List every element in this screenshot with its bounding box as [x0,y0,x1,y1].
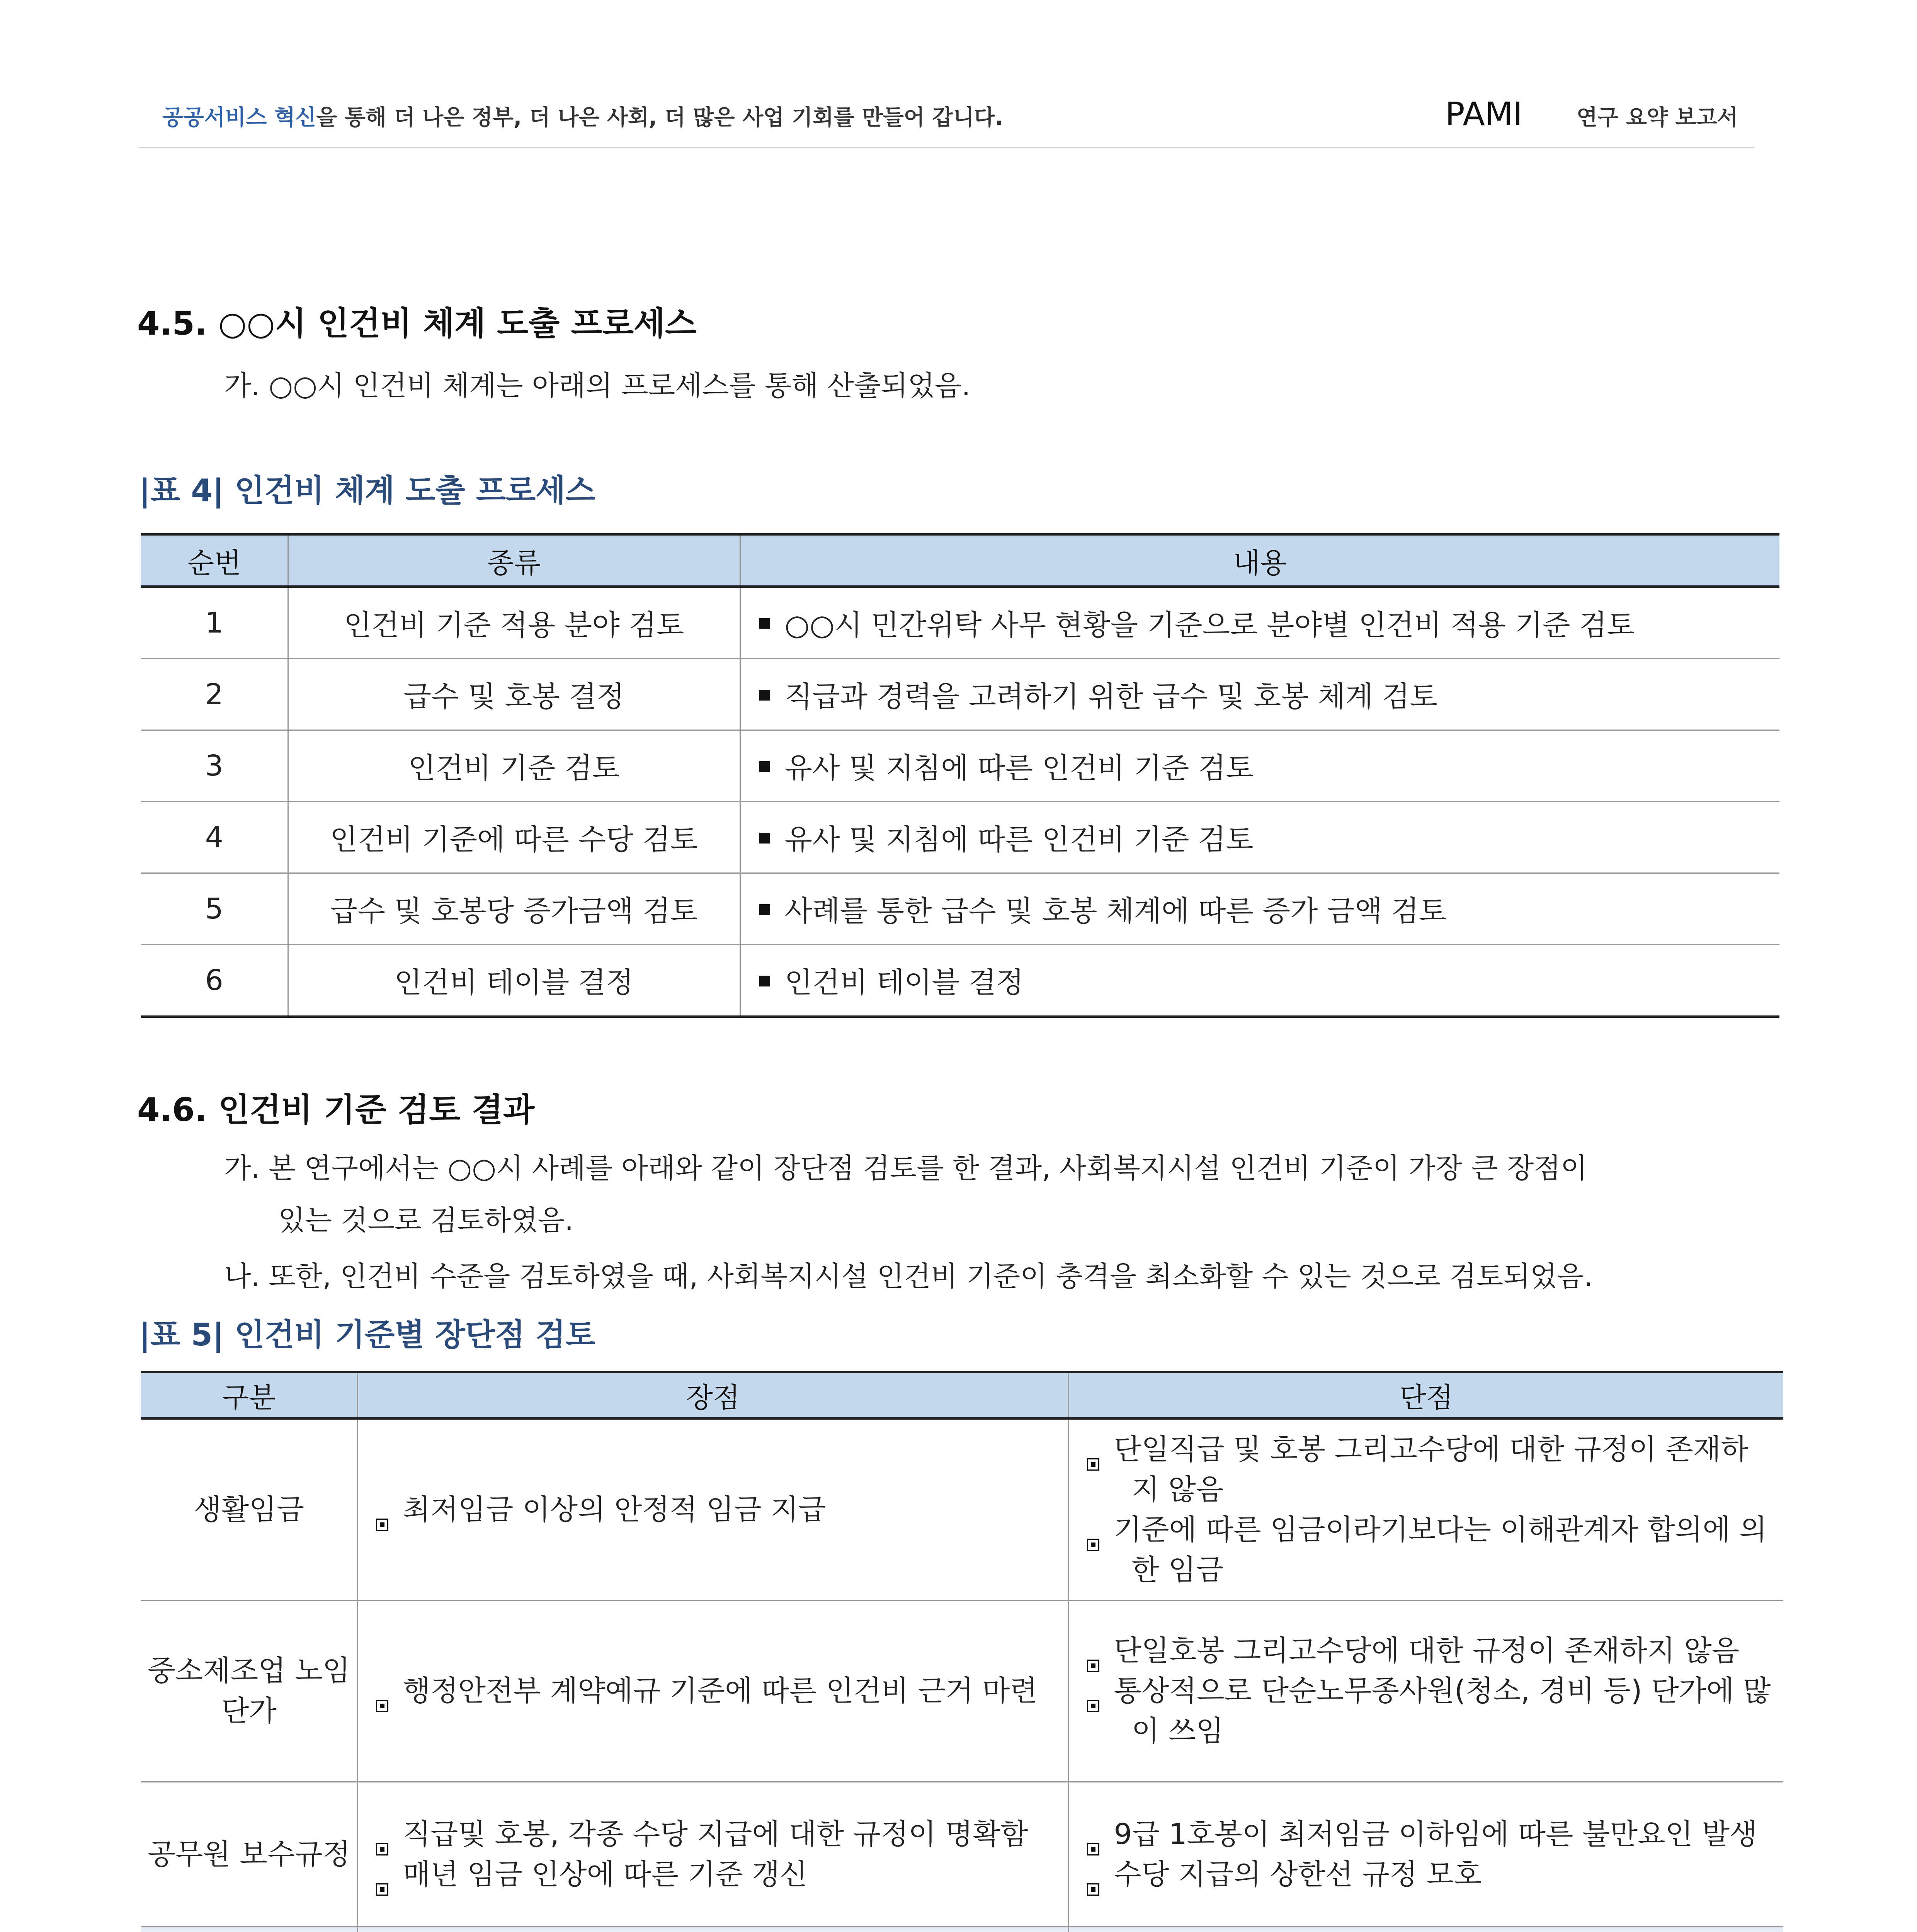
cons-item: 단일호봉 그리고수당에 대한 규정이 존재하지 않음 [1087,1631,1772,1671]
bullet-box-icon [376,1501,403,1515]
table5-cell-category [141,1927,357,1932]
cons-item: 9급 1호봉이 최저임금 이하임에 따른 불만요인 발생 [1087,1814,1772,1854]
table-row [141,730,1779,802]
bullet-square-icon [759,690,770,701]
table4-header-kind: 종류 [288,534,740,587]
table-row [141,873,1779,945]
table-row [141,802,1779,873]
table4-header-no: 순번 [141,534,288,587]
content-text: 직급과 경력을 고려하기 위한 급수 및 호봉 체계 검토 [784,680,1437,713]
bullet-box-icon [376,1826,403,1840]
section-45-title: 4.5. ○○시 인건비 체계 도출 프로세스 [137,304,697,342]
content-text: ○○시 민간위탁 사무 현황을 기준으로 분야별 인건비 적용 기준 검토 [784,609,1635,642]
table4-cell-content [740,659,1779,730]
table5-cell-pros [357,1418,1068,1600]
bullet-box-icon [376,1682,403,1696]
table4-cell-no: 6 [141,945,288,1017]
bullet-box-icon [1087,1826,1114,1840]
content-text: 사례를 통한 급수 및 호봉 체계에 따른 증가 금액 검토 [784,895,1447,928]
table4-cell-content [740,802,1779,873]
table4-cell-kind: 급수 및 호봉 결정 [288,659,740,730]
table5-cell-cons [1068,1927,1783,1932]
header-brand: PAMI [1445,95,1522,133]
table5-header-pros: 장점 [357,1372,1068,1418]
table4-cell-kind: 인건비 기준에 따른 수당 검토 [288,802,740,873]
section-46-para-ga-line1: 가. 본 연구에서는 ○○시 사례를 아래와 같이 장단점 검토를 한 결과, 사회복지시설 인건비 기준이 가장 큰 장점이 [224,1152,1588,1184]
table4-cell-no: 4 [141,802,288,873]
bullet-square-icon [759,618,770,629]
table-row [141,659,1779,730]
section-46-para-na: 나. 또한, 인건비 수준을 검토하였을 때, 사회복지시설 인건비 기준이 충격을 최소화할 수 있는 것으로 검토되었음. [224,1260,1593,1293]
table4-cell-no: 5 [141,873,288,945]
bullet-square-icon [759,833,770,844]
table4-cell-no: 2 [141,659,288,730]
table4-caption: |표 4| 인건비 체계 도출 프로세스 [139,473,595,509]
table4-header-content: 내용 [740,534,1779,587]
table4-cell-content [740,945,1779,1017]
table5-cell-category: 중소제조업 노임단가 [141,1600,357,1782]
table5-header-cons: 단점 [1068,1372,1783,1418]
cons-item: 수당 지급의 상한선 규정 모호 [1087,1854,1772,1895]
table-row [141,1600,1783,1782]
header-report-type: 연구 요약 보고서 [1577,105,1738,130]
cons-item: 통상적으로 단순노무종사원(청소, 경비 등) 단가에 많이 쓰임 [1087,1671,1772,1751]
content-text: 인건비 테이블 결정 [784,966,1024,999]
table5-header-category: 구분 [141,1372,357,1418]
bullet-square-icon [759,904,770,915]
bullet-box-icon [1087,1441,1114,1455]
bullet-square-icon [759,976,770,986]
bullet-box-icon [1087,1521,1114,1535]
table-row [141,1418,1783,1600]
header-slogan [162,100,1003,131]
bullet-box-icon [1087,1866,1114,1880]
table4-cell-kind: 인건비 기준 검토 [288,730,740,802]
section-46-para-ga-line2: 있는 것으로 검토하였음. [278,1204,574,1236]
table4-cell-kind: 인건비 테이블 결정 [288,945,740,1017]
bullet-box-icon [1087,1682,1114,1696]
content-text: 유사 및 지침에 따른 인건비 기준 검토 [784,823,1254,856]
table-row [141,945,1779,1017]
table5-caption: |표 5| 인건비 기준별 장단점 검토 [139,1317,595,1353]
table5 [141,1371,1783,1932]
table5-cell-cons [1068,1418,1783,1600]
table4-cell-kind: 급수 및 호봉당 증가금액 검토 [288,873,740,945]
table5-cell-cons [1068,1600,1783,1782]
table-row-highlighted [141,1927,1783,1932]
page-header [139,97,1754,148]
pros-item: 매년 임금 인상에 따른 기준 갱신 [376,1854,1056,1895]
table4-cell-content [740,873,1779,945]
table5-cell-category: 공무원 보수규정 [141,1782,357,1927]
slogan-highlight: 공공서비스 혁신 [162,105,316,130]
table5-cell-cons [1068,1782,1783,1927]
table-row [141,1782,1783,1927]
table4-cell-no: 3 [141,730,288,802]
content-text: 유사 및 지침에 따른 인건비 기준 검토 [784,752,1254,785]
table4 [141,533,1779,1018]
bullet-square-icon [759,761,770,772]
bullet-box-icon [376,1866,403,1880]
table5-cell-pros [357,1600,1068,1782]
section-45-para-ga: 가. ○○시 인건비 체계는 아래의 프로세스를 통해 산출되었음. [224,369,971,402]
slogan-rest: 을 통해 더 나은 정부, 더 나은 사회, 더 많은 사업 기회를 만들어 갑니다. [316,105,1004,130]
table-row [141,587,1779,659]
table5-cell-pros [357,1927,1068,1932]
table5-cell-pros [357,1782,1068,1927]
table4-cell-content [740,587,1779,659]
pros-item: 최저임금 이상의 안정적 임금 지급 [376,1490,1056,1530]
section-46-title: 4.6. 인건비 기준 검토 결과 [137,1091,534,1129]
pros-item: 행정안전부 계약예규 기준에 따른 인건비 근거 마련 [376,1671,1056,1711]
cons-item: 기준에 따른 임금이라기보다는 이해관계자 합의에 의한 임금 [1087,1510,1772,1590]
table4-cell-kind: 인건비 기준 적용 분야 검토 [288,587,740,659]
cons-item: 단일직급 및 호봉 그리고수당에 대한 규정이 존재하지 않음 [1087,1429,1772,1510]
table4-cell-content [740,730,1779,802]
pros-item: 직급및 호봉, 각종 수당 지급에 대한 규정이 명확함 [376,1814,1056,1854]
table4-cell-no: 1 [141,587,288,659]
table5-cell-category: 생활임금 [141,1418,357,1600]
bullet-box-icon [1087,1642,1114,1656]
